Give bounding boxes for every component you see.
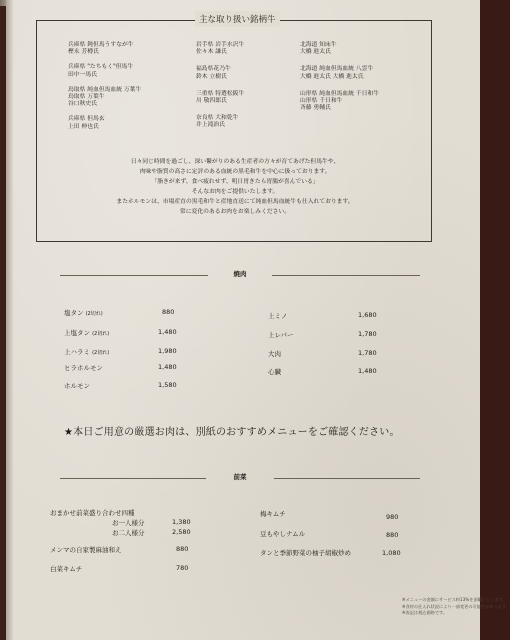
item-price: 1,380 <box>172 518 191 526</box>
item-price: 1,480 <box>358 367 377 375</box>
brand-producer: 谷口秋史氏 <box>68 101 97 108</box>
brand-producer: 上田 伸也氏 <box>68 123 99 130</box>
item-price: 780 <box>176 564 189 572</box>
menu-item <box>64 328 109 337</box>
item-name: 上ハラミ <box>64 348 90 356</box>
item-name: 心臓 <box>268 368 281 376</box>
brand-entry <box>196 91 244 105</box>
brand-producer: 佐々木 謙氏 <box>196 49 227 56</box>
item-price: 1,680 <box>358 311 377 319</box>
item-price: 1,780 <box>358 349 377 357</box>
item-name: 上塩タン <box>64 329 90 337</box>
section-title: 前菜 <box>233 473 247 481</box>
item-price: 880 <box>162 308 175 316</box>
menu-item <box>64 347 109 356</box>
brands-column-1 <box>68 42 141 139</box>
brand-name: 岩手県 岩手水沢牛 <box>196 42 245 48</box>
brand-producer: 井上滝治氏 <box>196 122 225 129</box>
item-note: (2切れ) <box>85 311 103 317</box>
yakiniku-heading <box>60 269 420 281</box>
item-name: おまかせ前菜盛り合わせ四種 <box>50 509 135 517</box>
brand-entry <box>300 66 379 80</box>
page-shadow <box>0 0 14 640</box>
menu-item <box>64 363 103 372</box>
brand-entry <box>300 42 379 56</box>
intro-line: 常に変化のあるお肉をお楽しみください。 <box>179 209 291 215</box>
item-price: 1,580 <box>158 381 177 389</box>
brand-name: 北海道 知床牛 <box>300 42 337 48</box>
footnote-line: ※表記は税込価格です。 <box>402 610 448 615</box>
item-note: (2切れ) <box>92 350 110 356</box>
item-price: 1,080 <box>382 549 401 557</box>
menu-item <box>64 381 90 390</box>
divider <box>274 478 420 479</box>
zensai-heading <box>60 472 420 484</box>
brand-name: 山形県 純血但馬血統 千日和牛 <box>300 90 380 97</box>
brand-name: 鳥取県 万葉牛 <box>68 94 105 101</box>
item-price: 880 <box>386 531 399 539</box>
item-note: (2切れ) <box>92 331 110 337</box>
brand-name: 三重県 特選松阪牛 <box>196 90 245 97</box>
intro-line: 日々同じ時間を過ごし、深い繋がりのある生産者の方々が育てあげた但馬牛や、 <box>130 159 340 165</box>
item-name: ホルモン <box>64 382 90 390</box>
item-name: 白菜キムチ <box>50 565 83 573</box>
item-price: 880 <box>176 545 189 553</box>
notice-text: ★本日ご用意の厳選お肉は、別紙のおすすめメニューをご確認ください。 <box>64 427 400 438</box>
brand-producer: 大橋 進太氏 大橋 進太氏 <box>300 73 364 80</box>
brand-name: 山形県 千日和牛 <box>300 98 343 105</box>
item-name: お一人様分 <box>112 519 145 527</box>
brand-entry <box>68 116 141 130</box>
item-price: 1,480 <box>158 328 177 336</box>
brand-producer: 川 敬四郎氏 <box>196 98 227 105</box>
brand-entry <box>68 64 141 78</box>
section-title: 焼肉 <box>233 270 247 278</box>
brand-entry <box>68 87 141 109</box>
brands-column-2 <box>196 42 244 138</box>
item-price: 1,980 <box>158 347 177 355</box>
item-name: 上ミノ <box>268 312 288 320</box>
brand-producer: 大橋 進太氏 <box>300 49 331 56</box>
footnote <box>402 597 510 617</box>
brands-title: 主な取り扱い銘柄牛 <box>195 11 280 27</box>
brand-entry <box>196 115 244 129</box>
brand-producer: 鈴木 立樹氏 <box>196 73 227 80</box>
brands-column-3 <box>300 42 379 120</box>
intro-line: そんなお肉をご提供いたします。 <box>191 189 279 195</box>
brand-name: 奈良県 大和乾牛 <box>196 115 239 122</box>
item-name: ヒラホルモン <box>64 364 103 372</box>
intro-line: 肉味や脂質の高さに定評のある血統の黒毛和牛を中心に扱っております。 <box>139 169 331 175</box>
brand-name: 兵庫県 "たちもく"但馬牛 <box>68 64 134 71</box>
brand-producer: 斉藤 勇輔氏 <box>300 105 331 112</box>
item-name: 豆もやしナムル <box>260 530 306 538</box>
brand-producer: 田中一馬氏 <box>68 71 97 78</box>
item-name: お二人様分 <box>112 529 145 537</box>
brand-name: 鳥取県 純血但馬血統 万葉牛 <box>68 86 142 93</box>
menu-item <box>64 308 103 317</box>
brand-entry <box>196 42 244 56</box>
brand-name: 北海道 純血但馬血統 八雲牛 <box>300 66 374 73</box>
brand-name: 福島県花乃牛 <box>196 66 231 73</box>
item-name: 塩タン <box>64 309 84 317</box>
item-price: 1,780 <box>358 330 377 338</box>
item-price: 2,580 <box>172 528 191 536</box>
brand-entry <box>196 66 244 80</box>
item-name: メンマの自家製麻油和え <box>50 546 122 554</box>
footnote-line: ※メニューの金額にサービス料13%を頂戴いたします。 <box>402 597 507 602</box>
brand-name: 兵庫県 但馬玄 <box>68 116 105 123</box>
item-price: 1,480 <box>158 363 177 371</box>
brand-entry <box>300 91 379 113</box>
brands-intro <box>60 157 410 217</box>
brand-entry <box>68 42 141 56</box>
item-name: タンと季節野菜の柚子胡椒炒め <box>260 549 351 557</box>
intro-line: またホルモンは、市場産直の黒毛和牛と産地直送にて純血但馬血統牛も仕入れております。 <box>116 199 354 205</box>
brand-name: 兵庫県 鈍但馬うすなが牛 <box>68 42 134 48</box>
divider <box>272 275 420 276</box>
item-name: 梅キムチ <box>260 510 286 518</box>
intro-line: 「脂きが来ず、食べ疲れせず、明日胃きたら胃腸が喜んでいる」 <box>151 179 319 185</box>
brand-producer: 樫永 芳樽氏 <box>68 49 99 56</box>
item-name: 上レバー <box>268 331 294 339</box>
item-price: 980 <box>386 513 399 521</box>
footnote-line: ※食材の仕入れ状況により一部変更の可能性があります。 <box>402 603 510 609</box>
item-name: 大肉 <box>268 350 281 358</box>
